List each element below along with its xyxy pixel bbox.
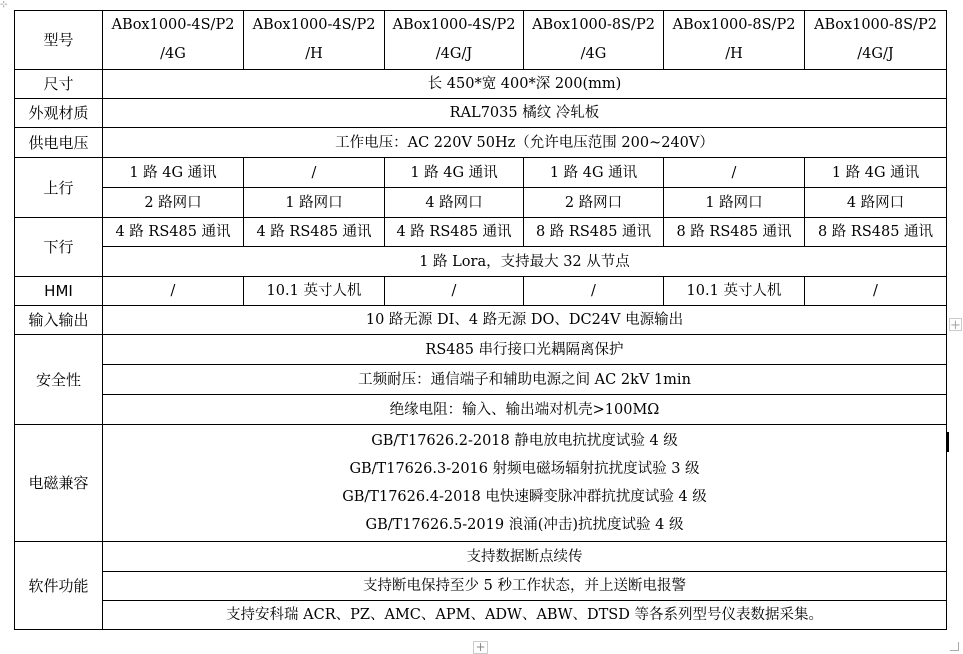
text-cursor [947, 432, 949, 452]
downlink-label: 下行 [15, 218, 103, 277]
safety-value: 绝缘电阻：输入、输出端对机壳>100MΩ [103, 395, 947, 425]
safety-row [15, 335, 947, 365]
downlink-row [15, 247, 947, 277]
downlink-cell: 4 路 RS485 通讯 [244, 218, 385, 247]
emc-line: GB/T17626.2-2018 静电放电抗扰度试验 4 级 [371, 433, 678, 449]
downlink-cell: 4 路 RS485 通讯 [385, 218, 524, 247]
io-label: 输入输出 [15, 306, 103, 335]
downlink-row [15, 218, 947, 247]
downlink-cell: 8 路 RS485 通讯 [805, 218, 947, 247]
emc-line: GB/T17626.4-2018 电快速瞬变脉冲群抗扰度试验 4 级 [342, 489, 707, 505]
uplink-cell: 4 路网口 [385, 188, 524, 218]
model-cell: ABox1000-4S/P2 /4G [103, 11, 244, 70]
size-value: 长 450*宽 400*深 200(mm) [103, 70, 947, 99]
hmi-cell: 10.1 英寸人机 [664, 277, 805, 306]
uplink-cell: 4 路网口 [805, 188, 947, 218]
software-row [15, 542, 947, 572]
downlink-cell: 8 路 RS485 通讯 [664, 218, 805, 247]
uplink-cell: 1 路 4G 通讯 [805, 158, 947, 188]
uplink-cell: 1 路 4G 通讯 [385, 158, 524, 188]
uplink-label: 上行 [15, 158, 103, 218]
safety-value: 工频耐压：通信端子和辅助电源之间 AC 2kV 1min [103, 365, 947, 395]
hmi-row [15, 277, 947, 306]
software-row [15, 601, 947, 630]
hmi-cell: / [385, 277, 524, 306]
model-cell: ABox1000-4S/P2 /H [244, 11, 385, 70]
spec-table [14, 10, 947, 630]
model-row [15, 11, 947, 70]
model-cell: ABox1000-8S/P2 /H [664, 11, 805, 70]
table-move-handle[interactable]: ⊹ [0, 0, 8, 10]
model-label: 型号 [15, 11, 103, 70]
software-value: 支持数据断点续传 [103, 542, 947, 572]
emc-label: 电磁兼容 [15, 425, 103, 542]
software-row [15, 572, 947, 601]
power-label: 供电电压 [15, 128, 103, 158]
safety-row [15, 365, 947, 395]
software-value: 支持安科瑞 ACR、PZ、AMC、APM、ADW、ABW、DTSD 等各系列型号仪表数据采集。 [103, 601, 947, 630]
uplink-cell: / [244, 158, 385, 188]
uplink-cell: 1 路网口 [244, 188, 385, 218]
io-value: 10 路无源 DI、4 路无源 DO、DC24V 电源输出 [103, 306, 947, 335]
model-cell: ABox1000-8S/P2 /4G/J [805, 11, 947, 70]
hmi-cell: / [524, 277, 664, 306]
software-label: 软件功能 [15, 542, 103, 630]
uplink-row [15, 158, 947, 188]
power-value: 工作电压：AC 220V 50Hz（允许电压范围 200~240V） [103, 128, 947, 158]
safety-row [15, 395, 947, 425]
uplink-cell: 1 路 4G 通讯 [103, 158, 244, 188]
size-label: 尺寸 [15, 70, 103, 99]
software-value: 支持断电保持至少 5 秒工作状态，并上送断电报警 [103, 572, 947, 601]
add-column-button[interactable]: + [950, 318, 961, 333]
lora-value: 1 路 Lora，支持最大 32 从节点 [103, 247, 947, 277]
material-row [15, 99, 947, 128]
downlink-cell: 8 路 RS485 通讯 [524, 218, 664, 247]
hmi-cell: / [805, 277, 947, 306]
hmi-label: HMI [15, 277, 103, 306]
uplink-cell: 1 路网口 [664, 188, 805, 218]
emc-line: GB/T17626.5-2019 浪涌(冲击)抗扰度试验 4 级 [365, 517, 684, 533]
size-row [15, 70, 947, 99]
material-label: 外观材质 [15, 99, 103, 128]
hmi-cell: 10.1 英寸人机 [244, 277, 385, 306]
emc-values [103, 425, 947, 542]
table-resize-handle[interactable] [950, 642, 959, 651]
uplink-cell: 1 路 4G 通讯 [524, 158, 664, 188]
model-cell: ABox1000-8S/P2 /4G [524, 11, 664, 70]
io-row [15, 306, 947, 335]
hmi-cell: / [103, 277, 244, 306]
uplink-cell: 2 路网口 [103, 188, 244, 218]
emc-line: GB/T17626.3-2016 射频电磁场辐射抗扰度试验 3 级 [349, 461, 700, 477]
uplink-cell: 2 路网口 [524, 188, 664, 218]
downlink-cell: 4 路 RS485 通讯 [103, 218, 244, 247]
safety-value: RS485 串行接口光耦隔离保护 [103, 335, 947, 365]
add-row-button[interactable]: + [473, 641, 488, 654]
emc-row [15, 425, 947, 542]
uplink-row [15, 188, 947, 218]
model-cell: ABox1000-4S/P2 /4G/J [385, 11, 524, 70]
uplink-cell: / [664, 158, 805, 188]
material-value: RAL7035 橘纹 冷轧板 [103, 99, 947, 128]
safety-label: 安全性 [15, 335, 103, 425]
power-row [15, 128, 947, 158]
